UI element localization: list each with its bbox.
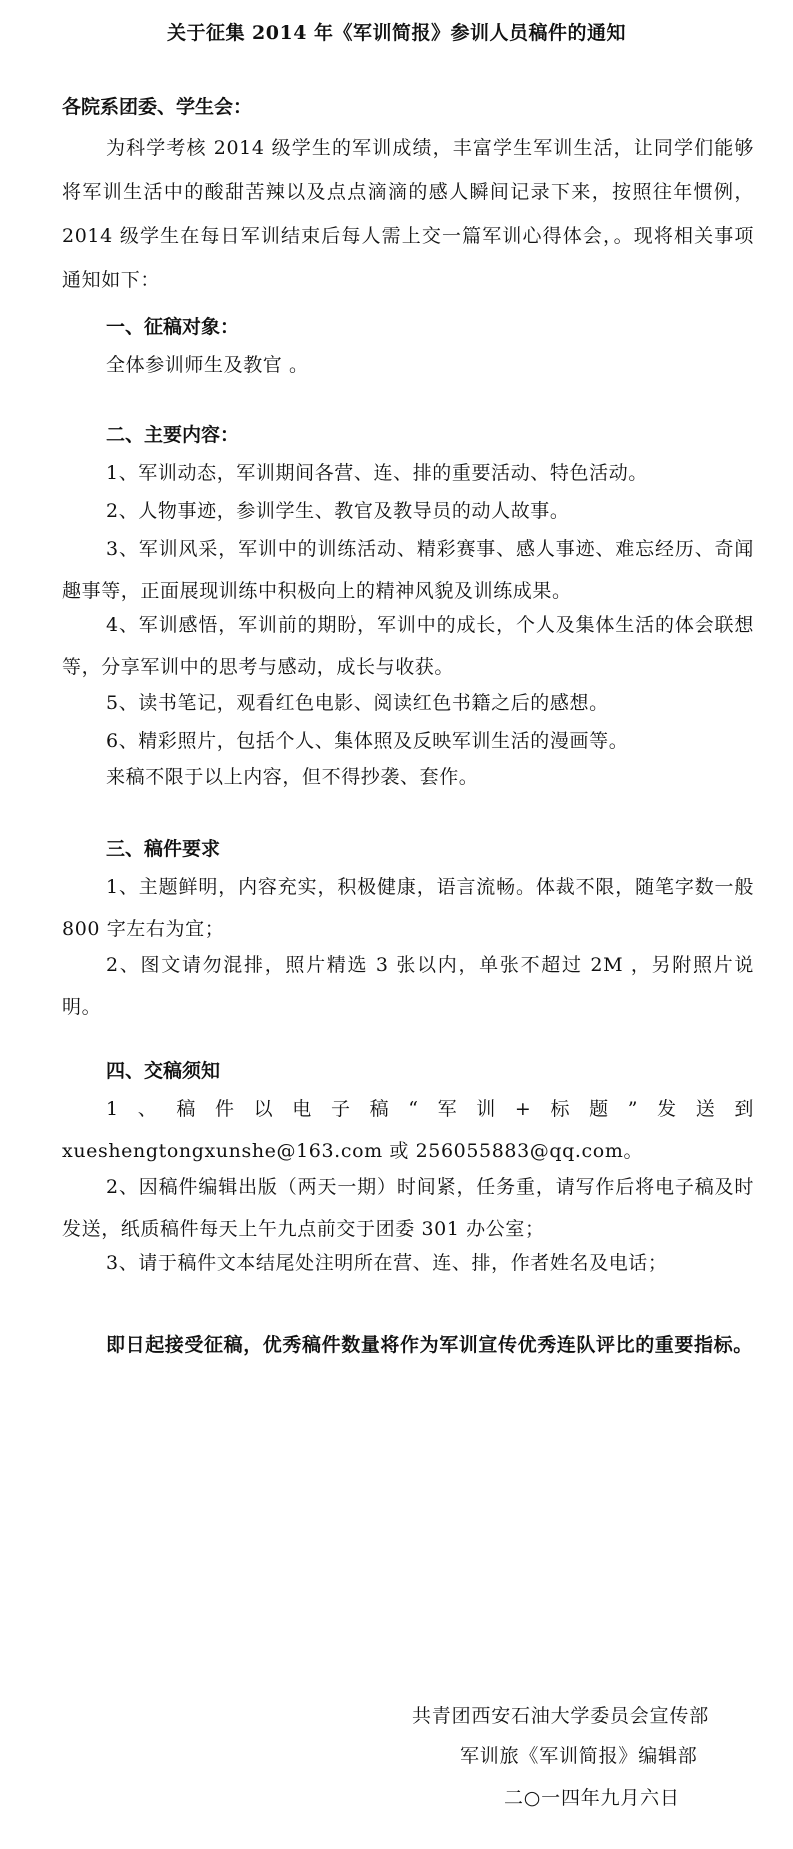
section4-item-3: 3、请于稿件文本结尾处注明所在营、连、排，作者姓名及电话； — [106, 1252, 668, 1274]
section2-item-3: 3、军训风采，军训中的训练活动、精彩赛事、感人事迹、难忘经历、奇闻趣事等，正面展现训练中积极向上的精神风貌及训练成果。 — [62, 538, 754, 602]
section3-item-2: 2、图文请勿混排，照片精选 3 张以内，单张不超过 2M ，另附照片说明。 — [62, 954, 754, 1018]
section2-heading: 二、主要内容： — [106, 424, 240, 446]
section4-item-1: 1、稿件以电子稿“军训+标题”发送到 xueshengtongxunshe@163.com 或 256055883@qq.com。 — [62, 1098, 754, 1162]
signature-date: 二○一四年九月六日 — [504, 1787, 680, 1809]
intro-paragraph: 为科学考核 2014 级学生的军训成绩，丰富学生军训生活，让同学们能够将军训生活中的酸甜苦辣以及点点滴滴的感人瞬间记录下来，按照往年惯例，2014 级学生在每日军训结束后每人需上交一篇军训心得体会，。现将相关事项通知如下： — [62, 137, 754, 291]
section1-heading: 一、征稿对象： — [106, 316, 240, 338]
signature-org1: 共青团西安石油大学委员会宣传部 — [412, 1705, 710, 1727]
document-title: 关于征集 2014 年《军训简报》参训人员稿件的通知 — [166, 22, 627, 44]
section2-item-4: 4、军训感悟，军训前的期盼，军训中的成长，个人及集体生活的体会联想等，分享军训中的思考与感动，成长与收获。 — [62, 614, 754, 678]
section3-heading: 三、稿件要求 — [106, 838, 221, 860]
section3-item-1: 1、主题鲜明，内容充实，积极健康，语言流畅。体裁不限，随笔字数一般 800 字左右为宜； — [62, 876, 754, 940]
section2-item-5: 5、读书笔记，观看红色电影、阅读红色书籍之后的感想。 — [106, 692, 609, 714]
section2-item-6: 6、精彩照片，包括个人、集体照及反映军训生活的漫画等。 — [106, 730, 629, 752]
section2-note: 来稿不限于以上内容，但不得抄袭、套作。 — [106, 766, 479, 788]
section1-item: 全体参训师生及教官 。 — [106, 354, 309, 376]
salutation: 各院系团委、学生会： — [62, 96, 253, 118]
closing-paragraph: 即日起接受征稿，优秀稿件数量将作为军训宣传优秀连队评比的重要指标。 — [106, 1334, 753, 1356]
section2-item-2: 2、人物事迹，参训学生、教官及教导员的动人故事。 — [106, 500, 570, 522]
section4-item-2: 2、因稿件编辑出版（两天一期）时间紧，任务重，请写作后将电子稿及时发送，纸质稿件每天上午九点前交于团委 301 办公室； — [62, 1176, 754, 1240]
section2-item-1: 1、军训动态，军训期间各营、连、排的重要活动、特色活动。 — [106, 462, 648, 484]
section4-heading: 四、交稿须知 — [106, 1060, 221, 1082]
signature-org2: 军训旅《军训简报》编辑部 — [460, 1745, 698, 1767]
